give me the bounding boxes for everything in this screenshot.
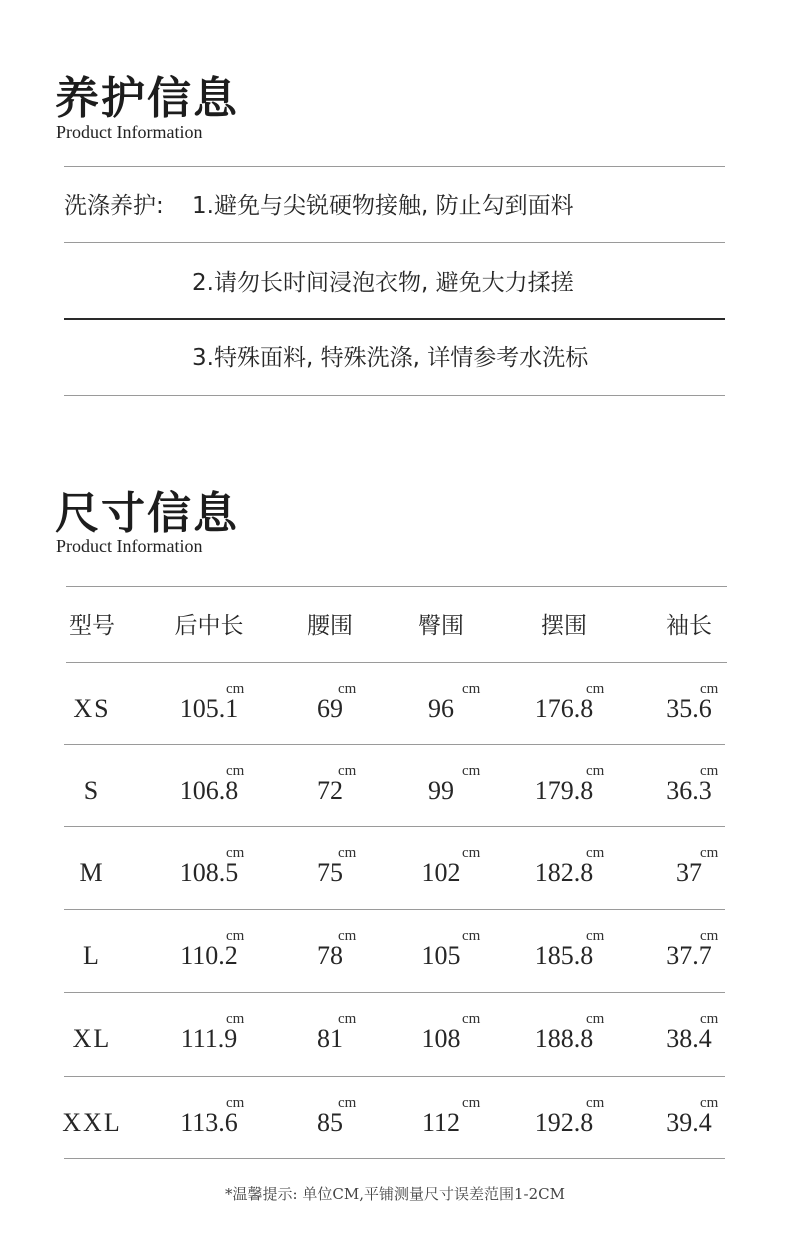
table-cell: 36.3: [666, 776, 712, 805]
table-cell-unit: cm: [338, 928, 357, 944]
table-cell: 39.4: [666, 1108, 712, 1137]
table-divider: [64, 826, 725, 827]
table-cell-unit: cm: [586, 681, 605, 697]
table-cell-unit: cm: [338, 763, 357, 779]
table-cell: 108: [421, 1024, 461, 1053]
table-cell: 38.4: [666, 1024, 712, 1053]
table-header: 型号: [69, 613, 115, 639]
table-cell: 108.5: [179, 858, 239, 887]
table-divider: [66, 586, 727, 587]
table-cell: 110.2: [180, 941, 238, 970]
table-cell-unit: cm: [462, 1095, 481, 1111]
table-cell: 78: [317, 941, 343, 970]
table-cell-unit: cm: [586, 763, 605, 779]
care-item-2: 2.请勿长时间浸泡衣物, 避免大力揉搓: [192, 270, 574, 296]
table-cell: 182.8: [534, 858, 594, 887]
table-divider: [64, 1076, 725, 1077]
table-cell-unit: cm: [586, 1095, 605, 1111]
table-cell-unit: cm: [700, 1095, 719, 1111]
care-item-3: 3.特殊面料, 特殊洗涤, 详情参考水洗标: [192, 345, 589, 371]
table-cell-unit: cm: [338, 1095, 357, 1111]
table-cell: 113.6: [180, 1108, 238, 1137]
table-divider: [64, 744, 725, 745]
table-cell: 72: [317, 776, 343, 805]
care-subtitle: Product Information: [56, 122, 203, 142]
table-divider: [64, 1158, 725, 1159]
table-size-label: M: [79, 858, 105, 887]
table-header: 后中长: [174, 613, 244, 639]
table-cell-unit: cm: [226, 763, 245, 779]
size-note: *温馨提示: 单位CM,平铺测量尺寸误差范围1-2CM: [225, 1185, 565, 1203]
table-cell-unit: cm: [586, 845, 605, 861]
table-cell-unit: cm: [462, 845, 481, 861]
table-cell: 99: [428, 776, 454, 805]
table-cell-unit: cm: [462, 928, 481, 944]
table-cell-unit: cm: [700, 845, 719, 861]
care-title: 养护信息: [55, 73, 239, 124]
table-cell: 185.8: [534, 941, 594, 970]
table-cell: 105: [421, 941, 461, 970]
table-divider: [64, 992, 725, 993]
table-cell: 112: [421, 1108, 461, 1137]
table-cell-unit: cm: [226, 928, 245, 944]
table-header: 腰围: [307, 613, 353, 639]
table-cell-unit: cm: [700, 928, 719, 944]
table-cell-unit: cm: [700, 763, 719, 779]
table-cell: 35.6: [666, 694, 712, 723]
table-divider: [64, 909, 725, 910]
size-subtitle: Product Information: [56, 536, 203, 556]
table-cell: 37.7: [666, 941, 712, 970]
table-cell-unit: cm: [586, 928, 605, 944]
table-cell: 75: [317, 858, 343, 887]
table-cell: 106.8: [179, 776, 239, 805]
table-cell-unit: cm: [462, 681, 481, 697]
table-cell-unit: cm: [586, 1011, 605, 1027]
table-size-label: S: [83, 776, 101, 805]
table-header: 臀围: [418, 613, 464, 639]
table-cell-unit: cm: [700, 681, 719, 697]
table-size-label: XL: [72, 1024, 112, 1053]
table-cell: 85: [317, 1108, 343, 1137]
table-cell-unit: cm: [226, 681, 245, 697]
table-cell-unit: cm: [338, 681, 357, 697]
table-cell: 37: [676, 858, 702, 887]
table-cell-unit: cm: [226, 1095, 245, 1111]
table-cell: 69: [317, 694, 343, 723]
size-title: 尺寸信息: [55, 488, 239, 539]
table-cell-unit: cm: [462, 1011, 481, 1027]
table-cell: 188.8: [534, 1024, 594, 1053]
table-cell-unit: cm: [700, 1011, 719, 1027]
table-divider: [66, 662, 727, 663]
table-header: 袖长: [666, 613, 712, 639]
table-cell: 81: [317, 1024, 343, 1053]
table-cell: 96: [428, 694, 454, 723]
care-item-1: 1.避免与尖锐硬物接触, 防止勾到面料: [192, 193, 574, 219]
table-header: 摆围: [541, 613, 587, 639]
care-label: 洗涤养护:: [64, 193, 164, 219]
table-cell: 192.8: [534, 1108, 594, 1137]
table-size-label: XXL: [62, 1108, 122, 1137]
table-cell: 179.8: [534, 776, 594, 805]
table-size-label: L: [83, 941, 101, 970]
table-size-label: XS: [73, 694, 111, 723]
table-cell: 176.8: [534, 694, 594, 723]
table-cell-unit: cm: [226, 845, 245, 861]
table-cell: 102: [421, 858, 461, 887]
table-cell-unit: cm: [226, 1011, 245, 1027]
table-cell: 111.9: [180, 1024, 238, 1053]
table-cell-unit: cm: [338, 1011, 357, 1027]
table-cell: 105.1: [179, 694, 239, 723]
table-cell-unit: cm: [338, 845, 357, 861]
table-cell-unit: cm: [462, 763, 481, 779]
